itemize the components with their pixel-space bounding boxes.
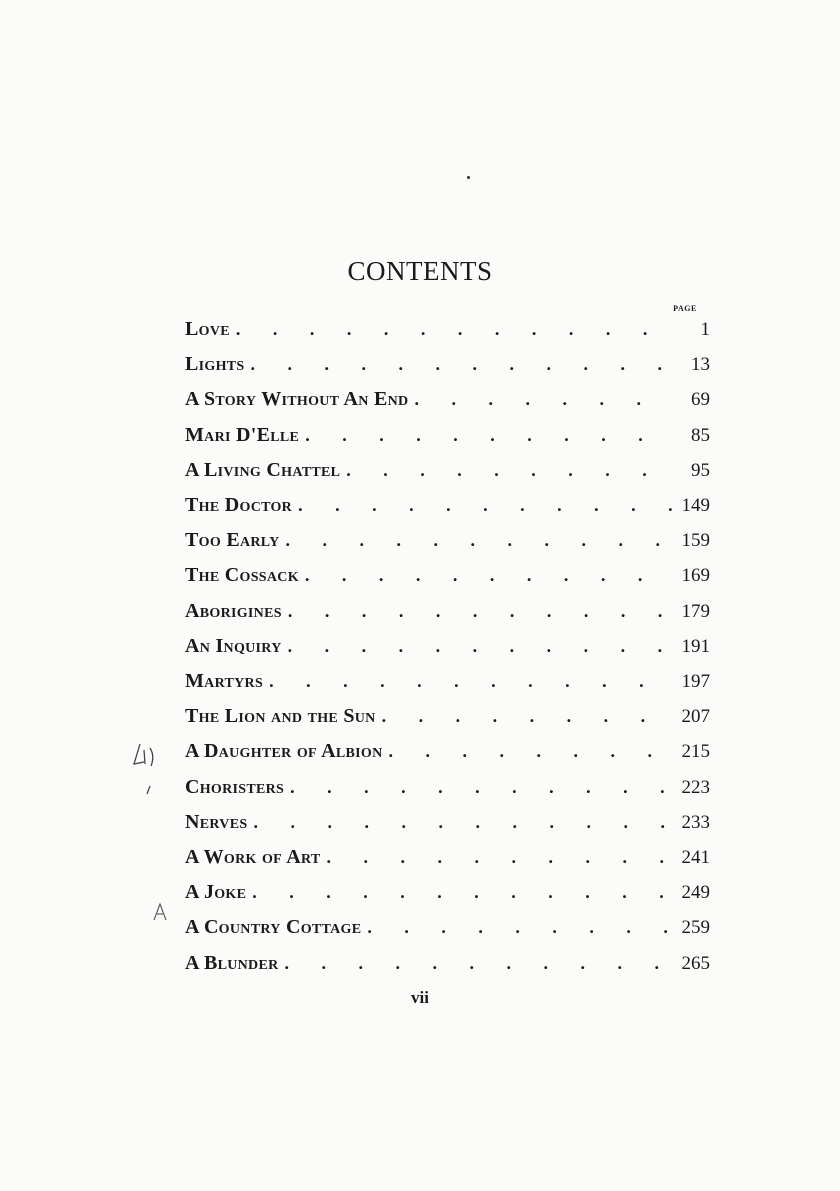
dot-leader: [251, 354, 675, 375]
dot-leader: [290, 777, 674, 798]
toc-entry-page: 241: [681, 847, 710, 868]
dot-leader: [269, 671, 674, 692]
toc-entry-title: The Cossack: [185, 564, 299, 587]
toc-entry-title: A Story Without An End: [185, 388, 409, 411]
toc-entry: [185, 776, 710, 806]
toc-entry: [185, 424, 710, 454]
toc-entry-title: The Lion and the Sun: [185, 705, 376, 728]
dot-leader: [382, 706, 674, 727]
dot-leader: [346, 460, 674, 481]
toc-entry-title: A Daughter of Albion: [185, 740, 383, 763]
toc-entry-title: Aborigines: [185, 599, 282, 622]
toc-entry-page: 149: [681, 495, 710, 516]
toc-entry: [185, 846, 710, 876]
toc-entry-page: 197: [681, 671, 710, 692]
toc-entry: [185, 635, 710, 665]
toc-entry: [185, 811, 710, 841]
toc-entry: [185, 881, 710, 911]
toc-entry-page: 159: [681, 530, 710, 552]
page-column-label: PAGE: [673, 304, 697, 313]
toc-entry: [185, 529, 710, 559]
dot-leader: [414, 389, 674, 410]
toc-entry: [185, 705, 710, 735]
toc-entry-title: Choristers: [185, 775, 285, 798]
toc-entry-title: A Work of Art: [185, 846, 321, 868]
pencil-tick-icon: [150, 900, 170, 926]
toc-entry-page: 1: [700, 319, 710, 340]
dot-leader: [327, 847, 674, 868]
dot-leader: [298, 495, 674, 516]
toc-entry: [185, 459, 710, 489]
toc-entry-title: A Living Chattel: [185, 458, 341, 481]
page-title: CONTENTS: [347, 256, 493, 286]
toc-entry-page: 259: [681, 917, 710, 939]
toc-entry-page: 233: [681, 811, 710, 833]
toc-entry-title: A Country Cottage: [185, 916, 362, 939]
toc-entry: [185, 740, 710, 770]
toc-entry: [185, 318, 710, 348]
dot-leader: [288, 601, 674, 622]
toc-entry-page: 69: [691, 389, 710, 411]
toc-entry-title: Martyrs: [185, 670, 264, 692]
toc-entry-title: An Inquiry: [185, 634, 282, 657]
dot-leader: [288, 636, 674, 657]
dot-leader: [236, 319, 674, 340]
toc-entry: [185, 353, 710, 383]
toc-entry: [185, 494, 710, 524]
dot-leader: [367, 917, 674, 938]
dot-leader: [388, 741, 674, 762]
toc-entry-page: 13: [691, 354, 710, 376]
toc-entry-title: Lights: [185, 353, 245, 376]
toc-entry-page: 169: [681, 565, 710, 587]
dot-leader: [253, 812, 674, 833]
toc-entry-page: 223: [681, 776, 710, 798]
toc-entry-title: The Doctor: [185, 494, 293, 516]
toc-entry-title: Love: [185, 318, 230, 340]
toc-entry: [185, 600, 710, 630]
dot-leader: [252, 882, 674, 903]
toc-entry: [185, 916, 710, 946]
toc-entry: [185, 564, 710, 594]
toc-entry-page: 249: [681, 882, 710, 904]
toc-entry: [185, 952, 710, 982]
toc-entry-page: 215: [681, 741, 710, 763]
toc-entry-title: Nerves: [185, 810, 248, 833]
toc-entry-page: 95: [691, 459, 710, 481]
toc-entry-title: A Joke: [185, 881, 247, 904]
toc-entry-page: 179: [681, 600, 710, 622]
toc-entry-page: 191: [681, 635, 710, 657]
toc-entry-title: Mari D'Elle: [185, 423, 300, 446]
toc-entry: [185, 388, 710, 418]
toc-entry-page: 265: [681, 952, 710, 974]
toc-entry-title: Too Early: [185, 529, 280, 552]
page-number-folio: vii: [411, 988, 429, 1007]
toc-entry-page: 85: [691, 424, 710, 446]
dot-leader: [286, 530, 674, 551]
toc-entry-page: 207: [681, 706, 710, 728]
toc-entry: [185, 670, 710, 700]
toc-entry-title: A Blunder: [185, 951, 279, 974]
dot-leader: [305, 565, 674, 586]
pencil-mark-icon: [130, 742, 158, 798]
dot-leader: [285, 953, 675, 974]
dot-leader: [305, 425, 674, 446]
